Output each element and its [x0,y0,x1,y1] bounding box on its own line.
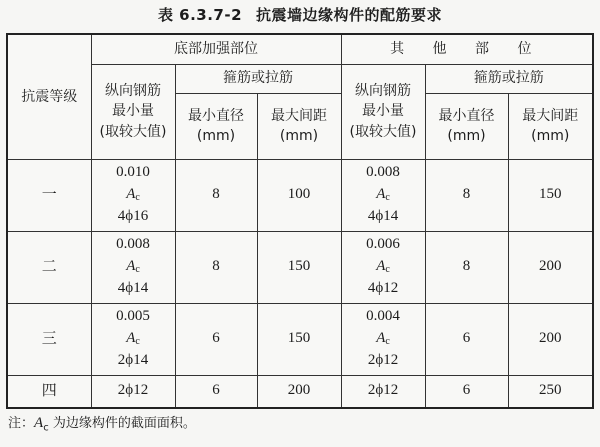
table-row [7,159,593,231]
other-diameter-cell: 8 [425,159,508,231]
table-footnote: 注：$A_c$ 为边缘构件的截面面积。 [8,415,196,434]
header-other-section: 其 他 部 位 [341,34,593,64]
header-bottom-stirrup: 箍筋或拉筋 [175,64,341,93]
grade-cell: 一 [7,159,91,231]
header-row-sub [7,64,593,93]
bottom-longitudinal-cell: 0.010 $A_c$ 4ϕ16 [91,159,175,231]
grade-cell: 三 [7,303,91,375]
other-diameter-cell: 6 [425,303,508,375]
bottom-spacing-cell: 200 [257,375,341,408]
other-longitudinal-cell: 2ϕ12 [341,375,425,408]
bottom-diameter-cell: 8 [175,231,257,303]
header-other-longitudinal: 纵向钢筋 最小量 (取较大值) [341,64,425,159]
table-number: 表 6.3.7-2 [157,6,243,24]
header-bottom-section: 底部加强部位 [91,34,341,64]
bottom-spacing-cell: 150 [257,303,341,375]
bottom-spacing-cell: 150 [257,231,341,303]
bottom-spacing-cell: 100 [257,159,341,231]
table-row [7,375,593,408]
other-longitudinal-cell: 0.006 $A_c$ 4ϕ12 [341,231,425,303]
other-longitudinal-cell: 0.008 $A_c$ 4ϕ14 [341,159,425,231]
header-row-groups [7,34,593,64]
header-other-max-spacing: 最大间距 (mm) [508,93,593,159]
bottom-diameter-cell: 6 [175,375,257,408]
header-other-min-diameter: 最小直径 (mm) [425,93,508,159]
header-other-stirrup: 箍筋或拉筋 [425,64,593,93]
other-spacing-cell: 200 [508,303,593,375]
header-grade: 抗震等级 [7,34,91,159]
header-bottom-max-spacing: 最大间距 (mm) [257,93,341,159]
bottom-diameter-cell: 8 [175,159,257,231]
bottom-longitudinal-cell: 2ϕ12 [91,375,175,408]
table-row [7,231,593,303]
other-spacing-cell: 250 [508,375,593,408]
reinforcement-table [6,33,594,409]
header-bottom-longitudinal: 纵向钢筋 最小量 (取较大值) [91,64,175,159]
table-title [0,4,600,25]
grade-cell: 二 [7,231,91,303]
other-diameter-cell: 8 [425,231,508,303]
grade-cell: 四 [7,375,91,408]
other-spacing-cell: 200 [508,231,593,303]
other-spacing-cell: 150 [508,159,593,231]
table-row [7,303,593,375]
bottom-longitudinal-cell: 0.005 $A_c$ 2ϕ14 [91,303,175,375]
other-longitudinal-cell: 0.004 $A_c$ 2ϕ12 [341,303,425,375]
header-bottom-min-diameter: 最小直径 (mm) [175,93,257,159]
other-diameter-cell: 6 [425,375,508,408]
bottom-longitudinal-cell: 0.008 $A_c$ 4ϕ14 [91,231,175,303]
bottom-diameter-cell: 6 [175,303,257,375]
table-caption: 抗震墙边缘构件的配筋要求 [256,6,443,24]
